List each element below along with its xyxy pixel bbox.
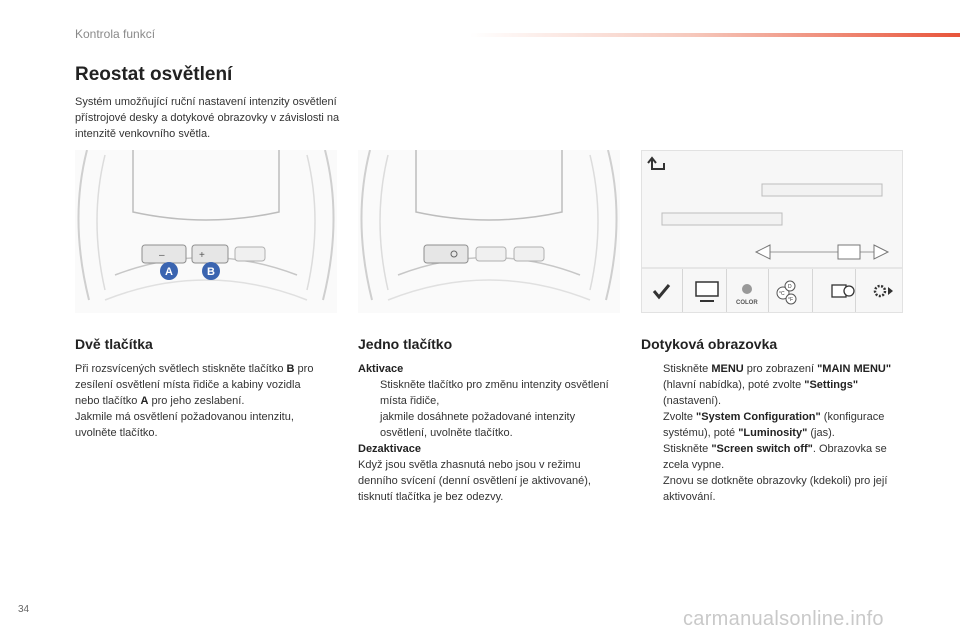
callout-b: B (207, 266, 215, 278)
svg-text:COLOR: COLOR (736, 300, 758, 306)
svg-text:°C: °C (779, 291, 785, 297)
paragraph: Když jsou světla zhasnutá nebo jsou v režimu denního svícení (denní osvětlení je aktivované), tisknutí tlačítka je bez odezvy. (358, 459, 591, 503)
page-title: Reostat osvětlení (75, 64, 233, 85)
section-body-two-buttons (75, 361, 325, 441)
section-title-one-button: Jedno tlačítko (358, 336, 453, 352)
watermark: carmanualsonline.info (683, 608, 884, 630)
dimmer-button-single (424, 245, 468, 263)
dashboard-illustration-a (75, 150, 337, 313)
note: Znovu se dotkněte obrazovky (kdekoli) pro její aktivování. (663, 475, 888, 503)
menu-item-bar-1 (762, 184, 882, 196)
svg-text:°F: °F (788, 297, 794, 303)
toolbar-separator (812, 269, 847, 312)
deactivation-heading: Dezaktivace (358, 443, 421, 455)
figure-touch-screen (641, 150, 903, 313)
list-item: Stiskněte "Screen switch off". Obrazovka se zcela vypne. (663, 443, 887, 471)
check-icon (654, 285, 669, 297)
figure-one-button (358, 150, 620, 313)
figure-two-buttons (75, 150, 337, 313)
dashboard-illustration-b (358, 150, 620, 313)
list-item: Zvolte "System Configuration" (konfigurace systému), poté "Luminosity" (jas). (663, 411, 885, 439)
list-item: jakmile dosáhnete požadované intenzity osvětlení, uvolněte tlačítko. (380, 411, 576, 439)
header-rule (470, 33, 960, 37)
slider-right-arrow-icon (874, 245, 888, 259)
slider-left-arrow-icon (756, 245, 770, 259)
dimmer-button-plus (192, 245, 228, 263)
list-item: Stiskněte MENU pro zobrazení "MAIN MENU" (hlavní nabídka), poté zvolte "Settings" (nastavení). (663, 363, 892, 407)
section-title-touch-screen: Dotyková obrazovka (641, 336, 778, 352)
paragraph: Jakmile má osvětlení požadovanou intenzitu, uvolněte tlačítko. (75, 411, 294, 439)
toolbar-separator (855, 269, 890, 312)
page-number: 34 (18, 604, 30, 615)
activation-heading: Aktivace (358, 363, 404, 375)
callout-a: A (165, 266, 173, 278)
section-title-two-buttons: Dvě tlačítka (75, 336, 153, 352)
menu-item-bar-2 (662, 213, 782, 225)
toolbar-separator (726, 269, 761, 312)
intro-paragraph: Systém umožňující ruční nastavení intenzity osvětlení přístrojové desky a dotykové obrazovky v závislosti na intenzitě venkovního světla. (75, 96, 340, 140)
running-header: Kontrola funkcí (75, 27, 156, 41)
back-icon (648, 158, 664, 169)
plus-label: + (199, 250, 205, 261)
toolbar-separator (682, 269, 717, 312)
svg-text:D: D (788, 284, 792, 290)
list-item: Stiskněte tlačítko pro změnu intenzity osvětlení místa řidiče, (380, 379, 609, 407)
section-body-touch-screen (641, 361, 903, 505)
toolbar-separator (768, 269, 803, 312)
paragraph: Při rozsvícených světlech stiskněte tlačítko B pro zesílení osvětlení místa řidiče a kabiny vozidla nebo tlačítko A pro jeho zeslabení. (75, 363, 314, 407)
section-body-one-button (358, 361, 620, 505)
slider-thumb (838, 245, 860, 259)
minus-label: – (159, 250, 165, 261)
